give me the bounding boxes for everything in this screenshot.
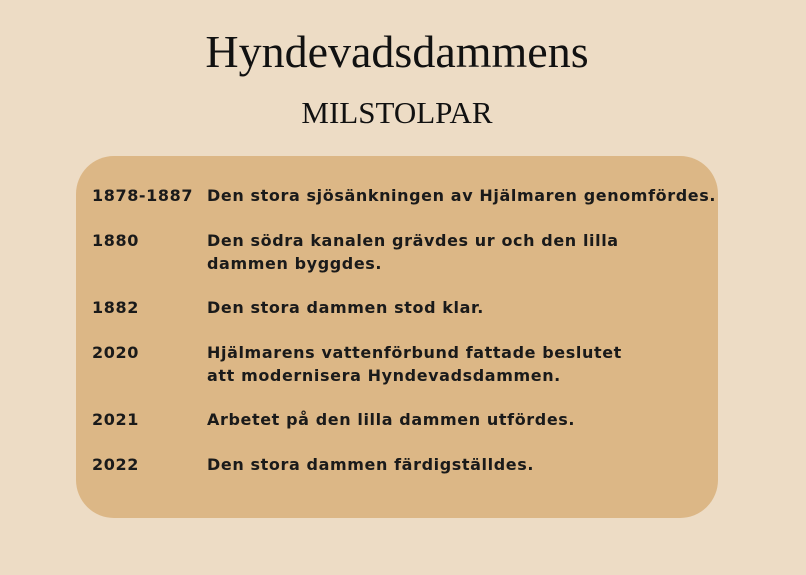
milestone-year: 2020 bbox=[92, 343, 139, 362]
milestone-text bbox=[207, 408, 707, 431]
milestone-text-line: dammen byggdes. bbox=[207, 254, 383, 273]
milestone-year: 1882 bbox=[92, 298, 139, 317]
milestone-year: 2022 bbox=[92, 455, 139, 474]
page-title: Hyndevadsdammens bbox=[205, 26, 589, 77]
page-subtitle: MILSTOLPAR bbox=[301, 95, 493, 130]
milestone-text bbox=[207, 296, 707, 319]
milestone-text-line: Den södra kanalen grävdes ur och den lilla bbox=[207, 231, 619, 250]
milestone-text-line: Den stora dammen färdigställdes. bbox=[207, 455, 535, 474]
milestone-text-line: Arbetet på den lilla dammen utfördes. bbox=[207, 410, 576, 429]
milestone-text-line: Den stora sjösänkningen av Hjälmaren genomfördes. bbox=[207, 186, 717, 205]
milestone-year: 1878-1887 bbox=[92, 186, 194, 205]
milestone-text bbox=[207, 229, 707, 275]
milestone-year: 1880 bbox=[92, 231, 139, 250]
milestone-text-line: Den stora dammen stod klar. bbox=[207, 298, 484, 317]
milestone-text bbox=[207, 453, 707, 476]
milestone-text bbox=[207, 341, 707, 387]
milestone-text bbox=[207, 184, 717, 207]
milestone-year: 2021 bbox=[92, 410, 139, 429]
milestone-text-line: Hjälmarens vattenförbund fattade beslutet bbox=[207, 343, 622, 362]
milestone-text-line: att modernisera Hyndevadsdammen. bbox=[207, 366, 561, 385]
